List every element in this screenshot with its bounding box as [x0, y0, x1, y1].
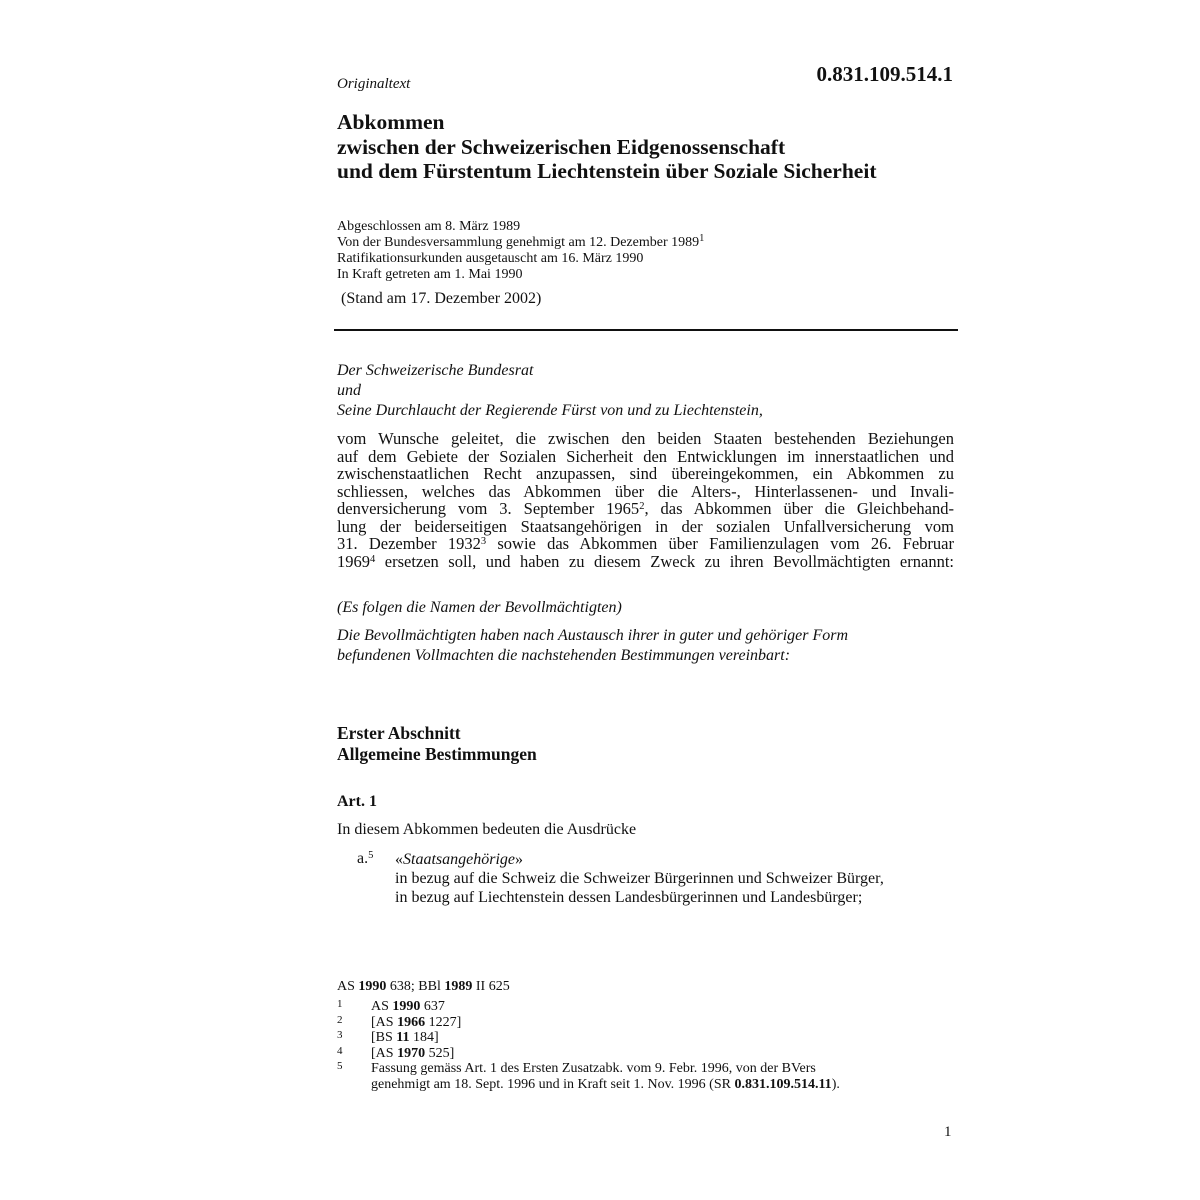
bbl-year: 1989: [444, 979, 473, 994]
section-number: Erster Abschnitt: [337, 723, 461, 743]
section-title: Allgemeine Bestimmungen: [337, 744, 537, 764]
footnote-pre: [AS: [371, 1014, 398, 1030]
footnotes: [337, 999, 840, 1092]
preamble-text: , das Abkommen über die Gleichbehand-: [644, 499, 954, 518]
ratified-date: Ratifikationsurkunden ausgetauscht am 16. März 1990: [337, 251, 644, 266]
as-page: 638; BBl: [386, 979, 445, 994]
footnote-ref: 4: [370, 553, 376, 565]
publication-reference: [337, 979, 510, 995]
footnote-post: 637: [420, 999, 445, 1014]
footnote-number: 1: [337, 998, 343, 1010]
preamble-text: ersetzen soll, und haben zu diesem Zweck zu ihren Bevollmächtigten ernannt:: [375, 551, 954, 571]
footnote-bold: 1966: [397, 1014, 426, 1030]
footnote-number: 5: [337, 1060, 343, 1072]
footnote: [337, 1046, 840, 1062]
footnote-line: Fassung gemäss Art. 1 des Ersten Zusatzabk. vom 9. Febr. 1996, von der BVers: [371, 1061, 816, 1076]
defined-term: Staatsangehörige: [403, 851, 515, 868]
preamble-line: vom Wunsche geleitet, die zwischen den beiden Staaten bestehenden Beziehungen: [337, 429, 954, 448]
preamble-line: [337, 535, 954, 553]
definition-line: in bezug auf die Schweiz die Schweizer Bürgerinnen und Schweizer Bürger,: [395, 870, 884, 887]
footnote-pre: genehmigt am 18. Sept. 1996 und in Kraft seit 1. Nov. 1996 (SR: [371, 1076, 735, 1092]
horizontal-rule: [334, 329, 958, 331]
footnote-ref: 5: [368, 850, 374, 861]
footnote-line: [371, 1077, 840, 1093]
footnote-bold: 1970: [397, 1045, 426, 1061]
agreement-line: Die Bevollmächtigten haben nach Austausch ihrer in guter und gehöriger Form: [337, 627, 849, 644]
preamble-line: schliessen, welches das Abkommen über die Alters-, Hinterlassenen- und Invali-: [337, 481, 954, 501]
title-line-2: zwischen der Schweizerischen Eidgenossenschaft: [337, 134, 786, 159]
preamble-line: [337, 500, 954, 518]
footnote-post: ).: [831, 1076, 840, 1092]
footnote: [337, 1015, 840, 1031]
stand-date: (Stand am 17. Dezember 2002): [341, 290, 542, 307]
footnote-ref: 3: [480, 536, 487, 547]
section-heading: [337, 723, 537, 765]
footnote-pre: AS: [371, 999, 393, 1014]
footnote-text: [371, 1030, 840, 1046]
contracting-parties: [337, 361, 763, 421]
approved-text: Von der Bundesversammlung genehmigt am 12. Dezember 1989: [337, 235, 700, 250]
footnote-pre: [BS: [371, 1030, 397, 1045]
article-intro: In diesem Abkommen bedeuten die Ausdrücke: [337, 821, 637, 838]
party-connector: und: [337, 382, 361, 399]
footnote-bold: 11: [396, 1030, 410, 1045]
footnote-number: 2: [337, 1013, 343, 1026]
preamble-text: 1969: [337, 551, 370, 571]
party-liechtenstein: Seine Durchlaucht der Regierende Fürst von und zu Liechtenstein,: [337, 402, 763, 419]
originaltext-label: Originaltext: [337, 76, 411, 92]
footnote-pre: [AS: [371, 1045, 398, 1061]
as-year: 1990: [358, 979, 387, 994]
footnote: [337, 999, 840, 1015]
footnote-text: [371, 999, 840, 1015]
footnote: [337, 1030, 840, 1046]
footnote-text: [371, 1061, 840, 1092]
preamble-line: lung der beiderseitigen Staatsangehörigen in der sozialen Unfallversicherung vom: [337, 516, 954, 536]
footnote: [337, 1061, 840, 1092]
plenipotentiaries-agreement: [337, 626, 848, 666]
footnote-number: 3: [337, 1029, 343, 1041]
sr-number: 0.831.109.514.1: [816, 62, 953, 86]
bbl-rest: II 625: [472, 979, 510, 994]
footnote-post: 1227]: [425, 1014, 462, 1030]
footnote-ref: 2: [639, 501, 645, 512]
preamble-text: denversicherung vom 3. September 1965: [337, 499, 640, 518]
plenipotentiaries-note: (Es folgen die Namen der Bevollmächtigten): [337, 599, 622, 616]
term-line: [395, 850, 884, 869]
preamble-paragraph: [337, 430, 954, 570]
preamble-text: sowie das Abkommen über Familienzulagen vom 26. Februar: [486, 534, 954, 553]
definition-line: in bezug auf Liechtenstein dessen Landesbürgerinnen und Landesbürger;: [395, 889, 863, 906]
document-title: [337, 110, 876, 184]
preamble-text: 31. Dezember 1932: [337, 534, 481, 553]
concluded-date: Abgeschlossen am 8. März 1989: [337, 219, 521, 234]
document-metadata: [337, 219, 704, 283]
in-force-date: In Kraft getreten am 1. Mai 1990: [337, 267, 523, 282]
preamble-line: [337, 553, 954, 571]
footnote-post: 184]: [409, 1030, 439, 1045]
as-prefix: AS: [337, 979, 359, 994]
footnote-bold: 0.831.109.514.11: [734, 1076, 832, 1092]
footnote-bold: 1990: [392, 999, 421, 1014]
title-line-1: Abkommen: [337, 110, 445, 134]
party-switzerland: Der Schweizerische Bundesrat: [337, 362, 534, 379]
agreement-line: befundenen Vollmachten die nachstehenden Bestimmungen vereinbart:: [337, 647, 791, 664]
footnote-text: [371, 1046, 840, 1062]
footnote-text: [371, 1015, 840, 1031]
footnote-number: 4: [337, 1044, 343, 1057]
page-number: 1: [944, 1124, 952, 1140]
preamble-line: zwischenstaatlichen Recht anzupassen, sind übereingekommen, ein Abkommen zu: [337, 464, 954, 483]
approved-date: [337, 235, 704, 251]
quote-close: »: [515, 851, 523, 868]
list-item-label: [357, 850, 373, 868]
title-line-3: und dem Fürstentum Liechtenstein über Soziale Sicherheit: [337, 159, 877, 183]
list-item-body: [395, 850, 884, 907]
preamble-line: auf dem Gebiete der Sozialen Sicherheit den Entwicklungen im innerstaatlichen und: [337, 446, 954, 466]
footnote-ref: 1: [699, 233, 705, 244]
quote-open: «: [395, 851, 403, 868]
article-heading: Art. 1: [337, 793, 377, 810]
footnote-post: 525]: [425, 1045, 455, 1061]
item-letter: a.: [357, 850, 369, 867]
